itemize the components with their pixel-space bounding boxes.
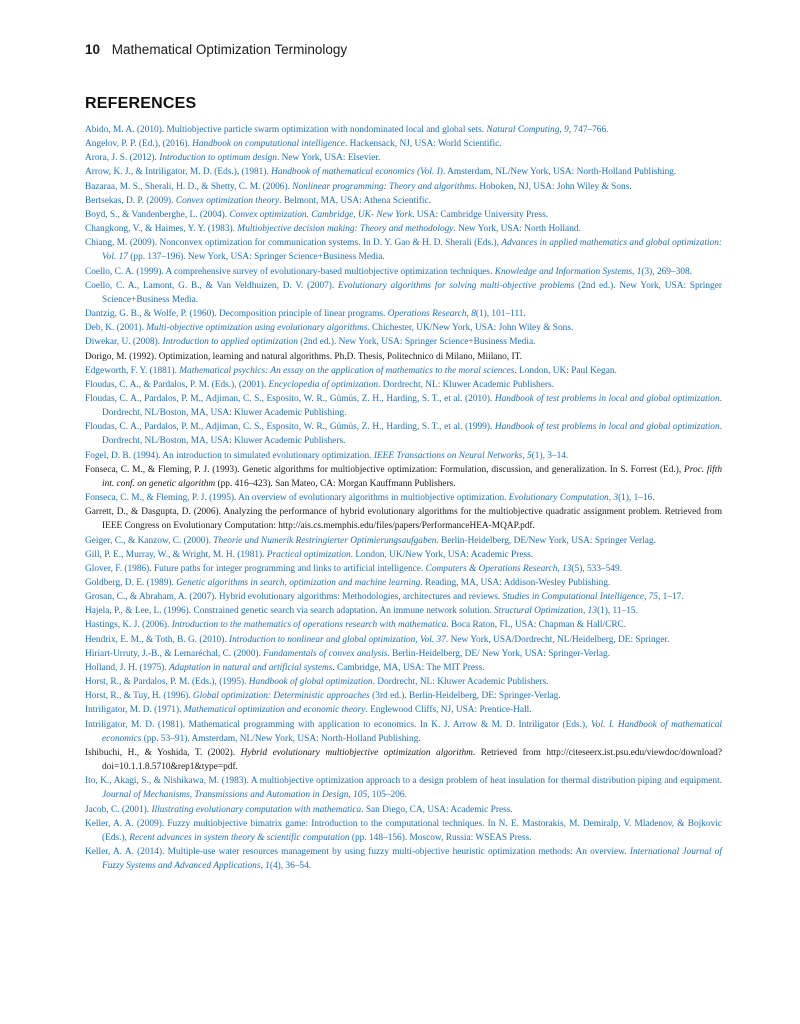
reference-italic-text: Encyclopedia of optimization: [268, 379, 379, 390]
reference-italic-text: Illustrating evolutionary computation with mathematica: [151, 804, 362, 815]
reference-text: (pp. 137–196). New York, USA: Springer Science+Business Media.: [127, 252, 385, 263]
reference-text: , 1–17.: [657, 592, 684, 603]
reference-text: Coello, C. A., Lamont, G. B., & Van Veldhuizen, D. V. (2007).: [85, 280, 338, 291]
reference-entry: [85, 661, 722, 675]
reference-italic-text: Introduction to optimum design: [159, 153, 277, 164]
reference-text: (1), 11–15.: [596, 606, 638, 617]
reference-entry: [85, 265, 722, 279]
reference-entry: [85, 392, 722, 420]
reference-entry: [85, 321, 722, 335]
reference-entry: [85, 633, 722, 647]
reference-italic-text: 13: [562, 563, 572, 574]
reference-italic-text: Computers & Operations Research: [425, 563, 558, 574]
reference-text: Holland, J. H. (1975).: [85, 662, 170, 673]
reference-italic-text: IEEE Transactions on Neural Networks: [373, 450, 523, 461]
reference-entry: [85, 449, 722, 463]
reference-text: Changkong, V., & Haimes, Y. Y. (1983).: [85, 224, 238, 235]
reference-text: . San Diego, CA, USA: Academic Press.: [361, 804, 513, 815]
reference-italic-text: 9: [564, 125, 569, 135]
reference-text: . Dordrecht, NL/Boston, MA, USA: Kluwer Academic Publishers.: [102, 422, 722, 447]
reference-text: Hiriart-Urruty, J.-B., & Lemaréchal, C. (2000).: [85, 648, 264, 659]
reference-text: Intriligator, M. D. (1981). Mathematical programming with application to economics. In K. J. Arrow & M. D. Intriligator (Eds.),: [85, 719, 591, 730]
reference-text: Deb, K. (2001).: [85, 323, 147, 334]
reference-text: ,: [348, 790, 354, 801]
reference-entry: [85, 817, 722, 845]
reference-entry: [85, 746, 722, 774]
reference-text: Horst, R., & Pardalos, P. M. (Eds.), (1995).: [85, 677, 249, 688]
reference-text: (2nd ed.). New York, USA: Springer Science+Business Media.: [297, 337, 536, 348]
reference-text: ,: [466, 309, 472, 320]
reference-text: (1), 1–16.: [618, 493, 655, 504]
reference-text: . London, UK/New York, USA: Academic Press.: [350, 549, 534, 560]
reference-entry: [85, 576, 722, 590]
reference-text: ,: [632, 266, 637, 277]
reference-entry: [85, 364, 722, 378]
reference-italic-text: Vol. I. Handbook of mathematical economics: [102, 719, 723, 744]
reference-italic-text: 13: [587, 606, 597, 617]
reference-text: ,: [582, 606, 588, 617]
reference-text: Keller, A. A. (2014). Multiple-use water resources management by using fuzzy multi-objective heuristic optimization methods: An overview.: [85, 846, 630, 857]
reference-entry: [85, 222, 722, 236]
reference-text: Intriligator, M. D. (1971).: [85, 705, 184, 716]
reference-text: (5), 533–549.: [571, 563, 623, 574]
reference-text: Garrett, D., & Dasgupta, D. (2006). Analyzing the performance of hybrid evolutionary algorithms for the multiobjective quadratic assignment problem. Retrieved from IEEE Congress on Evolutionary Computation: http://ais.cs.memphis.edu/files/papers/PerformanceHEA-MQAP.pdf.: [85, 507, 722, 532]
reference-entry: [85, 123, 722, 137]
reference-italic-text: Handbook of test problems in local and global optimization: [494, 393, 720, 404]
reference-text: ,: [608, 493, 614, 504]
reference-text: . Chichester, UK/New York, USA: John Wiley & Sons.: [367, 323, 574, 334]
reference-entry: [85, 718, 722, 746]
reference-entry: [85, 590, 722, 604]
reference-text: . Dordrecht, NL: Kluwer Academic Publishers.: [372, 677, 549, 688]
reference-text: (1), 101–111.: [475, 309, 526, 320]
reference-text: Fonseca, C. M., & Fleming, P. J. (1995). An overview of evolutionary algorithms in multiobjective optimization.: [85, 493, 509, 504]
running-header: [85, 42, 347, 57]
reference-text: (3), 269–308.: [641, 266, 692, 277]
reference-text: Hendrix, E. M., & Toth, B. G. (2010).: [85, 634, 229, 645]
reference-italic-text: 1: [265, 861, 270, 872]
reference-entry: [85, 335, 722, 349]
reference-text: . New York, USA/Dordrecht, NL/Heidelberg, DE: Springer.: [445, 634, 670, 645]
reference-italic-text: Journal of Mechanisms, Transmissions and Automation in Design: [102, 790, 349, 801]
reference-text: Edgeworth, F. Y. (1881).: [85, 365, 180, 376]
reference-text: ,: [260, 861, 266, 872]
reference-text: Ito, K., Akagi, S., & Nishikawa, M. (1983). A multiobjective optimization approach to a design problem of heat insulation for thermal distribution piping and equipment.: [85, 776, 722, 787]
reference-text: (pp. 148–156). Moscow, Russia: WSEAS Press.: [349, 832, 532, 843]
reference-text: Bazaraa, M. S., Sherali, H. D., & Shetty, C. M. (2006).: [85, 181, 293, 192]
reference-entry: [85, 137, 722, 151]
reference-italic-text: Proc. fifth int. conf. on genetic algorithm: [102, 464, 722, 489]
reference-text: . Dordrecht, NL/Boston, MA, USA: Kluwer Academic Publishing.: [102, 393, 722, 419]
reference-entry: [85, 491, 722, 505]
reference-italic-text: Convex optimization theory: [175, 195, 280, 206]
reference-text: . Berlin-Heidelberg, DE/ New York, USA: Springer-Verlag.: [387, 648, 611, 659]
reference-text: Horst, R., & Tuy, H. (1996).: [85, 691, 193, 702]
reference-italic-text: Natural Computing: [486, 125, 560, 135]
reference-text: ,: [559, 125, 565, 135]
reference-entry: [85, 236, 722, 264]
reference-italic-text: Adaptation in natural and artificial systems: [169, 662, 333, 673]
reference-text: . Belmont, MA, USA: Athena Scientific.: [279, 195, 431, 206]
section-title: REFERENCES: [85, 95, 197, 112]
reference-text: Chiang, M. (2009). Nonconvex optimization for communication systems. In D. Y. Gao & H. D. Sherali (Eds.),: [85, 238, 502, 249]
reference-text: (1), 3–14.: [531, 450, 569, 461]
reference-text: Boyd, S., & Vandenberghe, L. (2004).: [85, 209, 230, 220]
reference-text: Floudas, C. A., Pardalos, P. M., Adjiman, C. S., Esposito, W. R., Gümüs, Z. H., Harding, S. T., et al. (1999).: [85, 422, 495, 433]
reference-entry: [85, 151, 722, 165]
reference-text: , 105–206.: [367, 790, 407, 801]
reference-text: . New York, USA: North Holland.: [453, 224, 581, 235]
reference-text: (3rd ed.). Berlin-Heidelberg, DE: Springer-Verlag.: [369, 691, 561, 702]
reference-italic-text: Mathematical psychics: An essay on the application of mathematics to the moral sciences: [179, 365, 515, 376]
reference-italic-text: Genetic algorithms in search, optimization and machine learning: [176, 578, 421, 588]
reference-text: Jacob, C. (2001).: [85, 804, 152, 815]
reference-text: ,: [522, 450, 527, 461]
page-number: 10: [85, 42, 101, 57]
reference-italic-text: Convex optimization. Cambridge, UK- New York: [229, 209, 413, 220]
reference-text: Grosan, C., & Abraham, A. (2007). Hybrid evolutionary algorithms: Methodologies, architectures and reviews.: [85, 592, 503, 603]
reference-italic-text: 75: [648, 592, 658, 603]
reference-text: . USA: Cambridge University Press.: [412, 209, 549, 220]
reference-text: Fonseca, C. M., & Fleming, P. J. (1993). Genetic algorithms for multiobjective optimization: Formulation, discussion, and generalization. In S. Forrest (Ed.),: [85, 464, 684, 475]
reference-italic-text: Introduction to applied optimization: [162, 337, 298, 348]
reference-text: . Berlin-Heidelberg, DE/New York, USA: Springer Verlag.: [436, 535, 656, 546]
reference-entry: [85, 703, 722, 717]
reference-italic-text: Operations Research: [387, 309, 467, 320]
reference-text: Hajela, P., & Lee, L. (1996). Constrained genetic search via search adaptation. An immune network solution.: [85, 606, 494, 617]
reference-text: Floudas, C. A., & Pardalos, P. M. (Eds.), (2001).: [85, 379, 269, 390]
reference-entry: [85, 675, 722, 689]
reference-text: (4), 36–54.: [269, 861, 312, 872]
reference-italic-text: Global optimization: Deterministic approaches: [192, 691, 370, 702]
reference-text: Glover, F. (1986). Future paths for integer programming and links to artificial intelligence.: [85, 563, 426, 574]
reference-italic-text: Evolutionary Computation: [508, 493, 609, 504]
reference-entry: [85, 845, 722, 873]
reference-text: Floudas, C. A., Pardalos, P. M., Adjiman, C. S., Esposito, W. R., Gümüs, Z. H., Harding, S. T., et al. (2010).: [85, 393, 495, 404]
reference-entry: [85, 647, 722, 661]
reference-text: . New York, USA: Elsevier.: [276, 153, 381, 164]
reference-italic-text: 8: [471, 309, 476, 320]
reference-italic-text: Handbook of global optimization: [248, 677, 373, 688]
reference-text: . Amsterdam, NL/New York, USA: North-Holland Publishing.: [442, 167, 677, 178]
reference-italic-text: Introduction to nonlinear and global optimization, Vol. 37: [229, 634, 446, 645]
reference-italic-text: 105: [353, 790, 368, 801]
reference-italic-text: Knowledge and Information Systems: [494, 266, 633, 277]
reference-text: ,: [557, 563, 563, 574]
reference-text: . Hoboken, NJ, USA: John Wiley & Sons.: [474, 181, 632, 192]
reference-entry: [85, 378, 722, 392]
reference-text: Dantzig, G. B., & Wolfe, P. (1960). Decomposition principle of linear programs.: [85, 309, 388, 320]
reference-entry: [85, 307, 722, 321]
reference-entry: [85, 548, 722, 562]
reference-italic-text: Practical optimization: [266, 549, 351, 560]
reference-text: Diwekar, U. (2008).: [85, 337, 163, 348]
reference-text: Ishibuchi, H., & Yoshida, T. (2002).: [85, 747, 241, 758]
reference-italic-text: 1: [636, 266, 642, 277]
reference-text: Keller, A. A. (2009). Fuzzy multiobjective bimatrix game: Introduction to the computational techniques. In N. E. Mastorakis, M. Demiralp, V. Mladenov, & Bojkovic (Eds.),: [85, 818, 722, 843]
reference-text: . Retrieved from http://citeseerx.ist.psu.edu/viewdoc/download?doi=10.1.1.8.5710&rep1&type=pdf.: [102, 747, 722, 773]
reference-entry: [85, 803, 722, 817]
reference-text: . London, UK: Paul Kegan.: [514, 365, 617, 376]
reference-text: . Cambridge, MA, USA: The MIT Press.: [332, 662, 485, 673]
reference-italic-text: Structural Optimization: [493, 606, 583, 617]
reference-entry: [85, 618, 722, 632]
reference-text: (pp. 416–423). San Mateo, CA: Morgan Kauffmann Publishers.: [215, 478, 456, 489]
reference-italic-text: Handbook of test problems in local and global optimization: [494, 422, 720, 433]
reference-entry: [85, 279, 722, 307]
reference-entry: [85, 165, 722, 179]
reference-entry: [85, 774, 722, 802]
reference-italic-text: Fundamentals of convex analysis: [263, 648, 388, 659]
reference-italic-text: International Journal of Fuzzy Systems and Advanced Applications: [102, 846, 722, 872]
reference-entry: [85, 194, 722, 208]
reference-text: Gill, P. E., Murray, W., & Wright, M. H. (1981).: [85, 549, 267, 560]
reference-entry: [85, 505, 722, 533]
reference-text: Goldberg, D. E. (1989).: [85, 578, 177, 588]
reference-entry: [85, 420, 722, 448]
reference-italic-text: Multi-objective optimization using evolutionary algorithms: [146, 323, 368, 334]
reference-entry: [85, 562, 722, 576]
reference-text: Abido, M. A. (2010). Multiobjective particle swarm optimization with nondominated local and global sets.: [85, 125, 487, 135]
reference-italic-text: 3: [613, 493, 619, 504]
reference-italic-text: Mathematical optimization and economic theory: [183, 705, 366, 716]
reference-italic-text: Theorie und Numerik Restringierter Optimierungsaufgaben: [213, 535, 437, 546]
reference-entry: [85, 208, 722, 222]
reference-text: Fogel, D. B. (1994). An introduction to simulated evolutionary optimization.: [85, 450, 374, 461]
reference-italic-text: 5: [527, 450, 532, 461]
reference-italic-text: Advances in applied mathematics and global optimization: Vol. 17: [102, 238, 722, 263]
reference-entry: [85, 180, 722, 194]
reference-text: . Boca Raton, FL, USA: Chapman & Hall/CRC.: [446, 620, 627, 631]
reference-list: [85, 123, 722, 873]
reference-italic-text: Introduction to the mathematics of operations research with mathematica: [171, 620, 447, 631]
reference-text: Geiger, C., & Kanzow, C. (2000).: [85, 535, 214, 546]
reference-text: Coello, C. A. (1999). A comprehensive survey of evolutionary-based multiobjective optimization techniques.: [85, 266, 495, 277]
reference-text: Dorigo, M. (1992). Optimization, learning and natural algorithms. Ph.D. Thesis, Politechnico di Milano, Miilano, IT.: [85, 351, 522, 362]
reference-text: . Reading, MA, USA: Addison-Wesley Publishing.: [420, 578, 611, 588]
reference-text: . Dordrecht, NL: Kluwer Academic Publishers.: [378, 379, 554, 390]
reference-text: Arora, J. S. (2012).: [85, 153, 160, 164]
reference-italic-text: Hybrid evolutionary multiobjective optimization algorithm: [240, 747, 473, 758]
reference-italic-text: Multiobjective decision making: Theory and methodology: [237, 224, 454, 235]
running-title: Mathematical Optimization Terminology: [111, 42, 348, 57]
reference-entry: [85, 463, 722, 491]
reference-entry: [85, 534, 722, 548]
reference-italic-text: Handbook of mathematical economics (Vol. I): [271, 167, 443, 178]
reference-text: ,: [643, 592, 649, 603]
reference-entry: [85, 689, 722, 703]
reference-text: (2nd ed.). New York, USA: Springer Science+Business Media.: [102, 280, 722, 305]
reference-text: Bertsekas, D. P. (2009).: [85, 195, 176, 206]
reference-italic-text: Recent advances in system theory & scientific computation: [129, 832, 350, 843]
reference-italic-text: Nonlinear programming: Theory and algorithms: [292, 181, 475, 192]
reference-entry: [85, 350, 722, 364]
reference-entry: [85, 604, 722, 618]
reference-text: , 747–766.: [568, 125, 609, 135]
reference-italic-text: Handbook on computational intelligence: [192, 139, 345, 150]
reference-text: . Englewood Cliffs, NJ, USA: Prentice-Hall.: [365, 705, 532, 716]
reference-text: (pp. 53–91). Amsterdam, NL/New York, USA: North-Holland Publishing.: [141, 733, 421, 744]
reference-text: Hastings, K. J. (2006).: [85, 620, 172, 631]
reference-italic-text: Studies in Computational Intelligence: [502, 592, 644, 603]
reference-text: . Hackensack, NJ, USA: World Scientific.: [344, 139, 502, 150]
reference-italic-text: Evolutionary algorithms for solving multi-objective problems: [337, 280, 575, 291]
reference-text: Angelov, P. P. (Ed.), (2016).: [85, 139, 193, 150]
reference-text: Arrow, K. J., & Intriligator, M. D. (Eds.), (1981).: [85, 167, 272, 178]
